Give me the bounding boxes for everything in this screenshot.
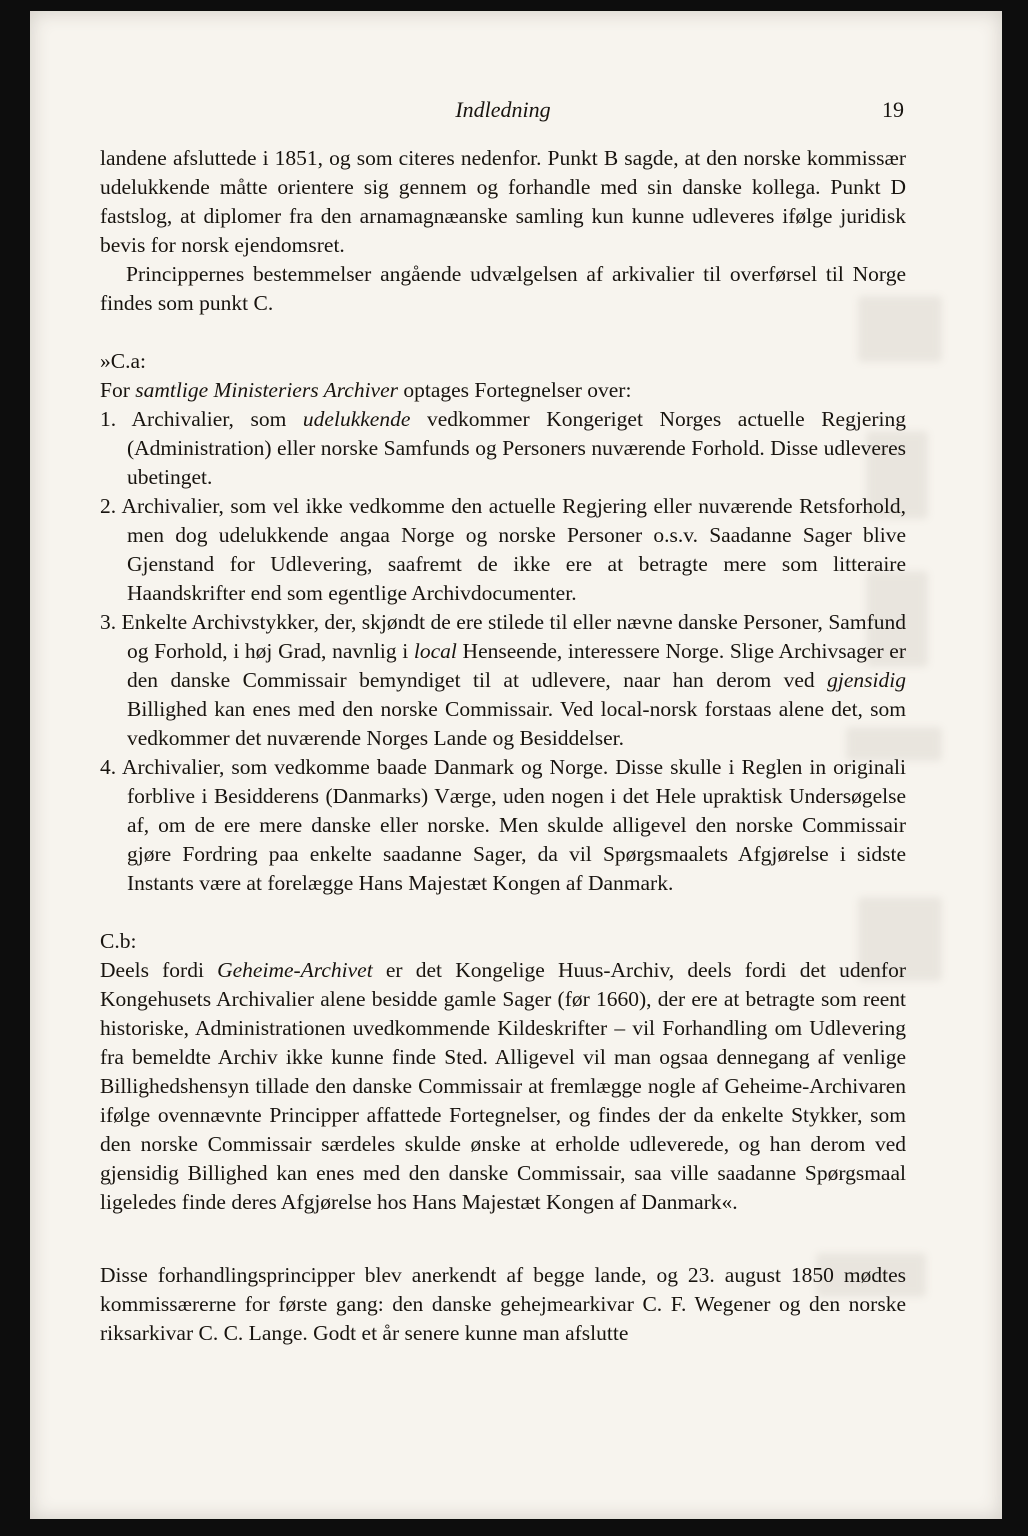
text-run: Henseende, interessere Norge. Slige Archivsager er den danske Commissair bemyndiget til at udlevere, naar han derom ved: [127, 639, 906, 692]
text-run: landene afsluttede i 1851, og som citeres nedenfor. Punkt B sagde, at den norske kommissær udelukkende måtte orientere sig gennem og forhandle med sin danske kollega. Punkt D fastslog, at diplomer fra den arnamagnæanske samling kun kunne udleveres ifølge juridisk bevis for norsk ejendomsret.: [100, 146, 906, 257]
intro-paragraph: [100, 144, 906, 260]
text-run: Deels fordi: [100, 958, 218, 982]
page-body-text: [100, 144, 906, 1348]
text-run: 3. Enkelte Archivstykker, der, skjøndt de ere stilede til eller nævne danske Personer, Samfund og Forhold, i høj Grad, navnlig i: [100, 610, 906, 663]
list-item-2: [100, 492, 906, 608]
closing-paragraph: [100, 1261, 906, 1348]
running-header: [100, 97, 906, 127]
text-run: optages Fortegnelser over:: [398, 378, 632, 402]
ca-intro: [100, 376, 906, 405]
italic-text: local: [413, 639, 457, 663]
text-run: C.b:: [100, 929, 137, 953]
section-ca-heading: [100, 347, 906, 376]
text-run: vedkommer Kongeriget Norges actuelle Regjering (Administration) eller norske Samfunds og Personers nuværende Forhold. Disse udleveres ubetinget.: [127, 407, 906, 489]
list-item-1: [100, 405, 906, 492]
list-item-4: [100, 753, 906, 898]
text-run: Princippernes bestemmelser angående udvælgelsen af arkivalier til overførsel til Norge findes som punkt C.: [100, 262, 906, 315]
cb-paragraph: [100, 956, 906, 1217]
text-run: Billighed kan enes med den norske Commissair. Ved local-norsk forstaas alene det, som vedkommer det nuværende Norges Lande og Besiddelser.: [127, 697, 906, 750]
text-run: Disse forhandlingsprincipper blev anerkendt af begge lande, og 23. august 1850 mødtes kommissærerne for første gang: den danske gehejmearkivar C. F. Wegener og den norske riksarkivar C. C. Lange. Godt et år senere kunne man afslutte: [100, 1263, 906, 1345]
section-cb-heading: [100, 927, 906, 956]
text-run: »C.a:: [100, 349, 146, 373]
italic-text: udelukkende: [302, 407, 411, 431]
text-run: For: [100, 378, 136, 402]
list-item-3: [100, 608, 906, 753]
text-run: er det Kongelige Huus-Archiv, deels fordi det udenfor Kongehusets Archivalier alene besidde gamle Sager (før 1660), der ere at betragte som reent historiske, Administrationen uvedkommende Kildeskrifter – vil Forhandling om Udlevering fra bemeldte Archiv ikke kunne finde Sted. Alligevel vil man ogsaa dennegang af venlige Billighedshensyn tillade den danske Commissair at fremlægge nogle af Geheime-Archivaren ifølge ovennævnte Principper affattede Fortegnelser, og findes der da enkelte Stykker, som den norske Commissair særdeles skulde ønske at erholde udleverede, og han derom ved gjensidig Billighed kan enes med den danske Commissair, saa ville saadanne Spørgsmaal ligeledes finde deres Afgjørelse hos Hans Majestæt Kongen af Danmark«.: [100, 958, 906, 1214]
text-run: 1. Archivalier, som: [100, 407, 303, 431]
italic-text: samtlige Ministeriers Archiver: [135, 378, 398, 402]
principles-paragraph: [100, 260, 906, 318]
italic-text: gjensidig: [827, 668, 906, 692]
text-run: 4. Archivalier, som vedkomme baade Danmark og Norge. Disse skulle i Reglen in originali forblive i Besidderens (Danmarks) Værge, uden nogen i det Hele upraktisk Undersøgelse af, om de ere mere danske eller norske. Men skulde alligevel den norske Commissair gjøre Fordring paa enkelte saadanne Sager, da vil Spørgsmaalets Afgjørelse i sidste Instants være at forelægge Hans Majestæt Kongen af Danmark.: [100, 755, 906, 895]
text-run: 2. Archivalier, som vel ikke vedkomme den actuelle Regjering eller nuværende Retsforhold, men dog udelukkende angaa Norge og norske Personer o.s.v. Saadanne Sager blive Gjenstand for Udlevering, saafremt de ikke ere at betragte mere som litteraire Haandskrifter end som egentlige Archivdocumenter.: [100, 494, 906, 605]
italic-text: Geheime-Archivet: [217, 958, 373, 982]
text-block: [100, 97, 906, 1348]
book-page: [30, 11, 1002, 1519]
running-header-title: Indledning: [455, 97, 551, 122]
page-number: 19: [882, 97, 904, 122]
